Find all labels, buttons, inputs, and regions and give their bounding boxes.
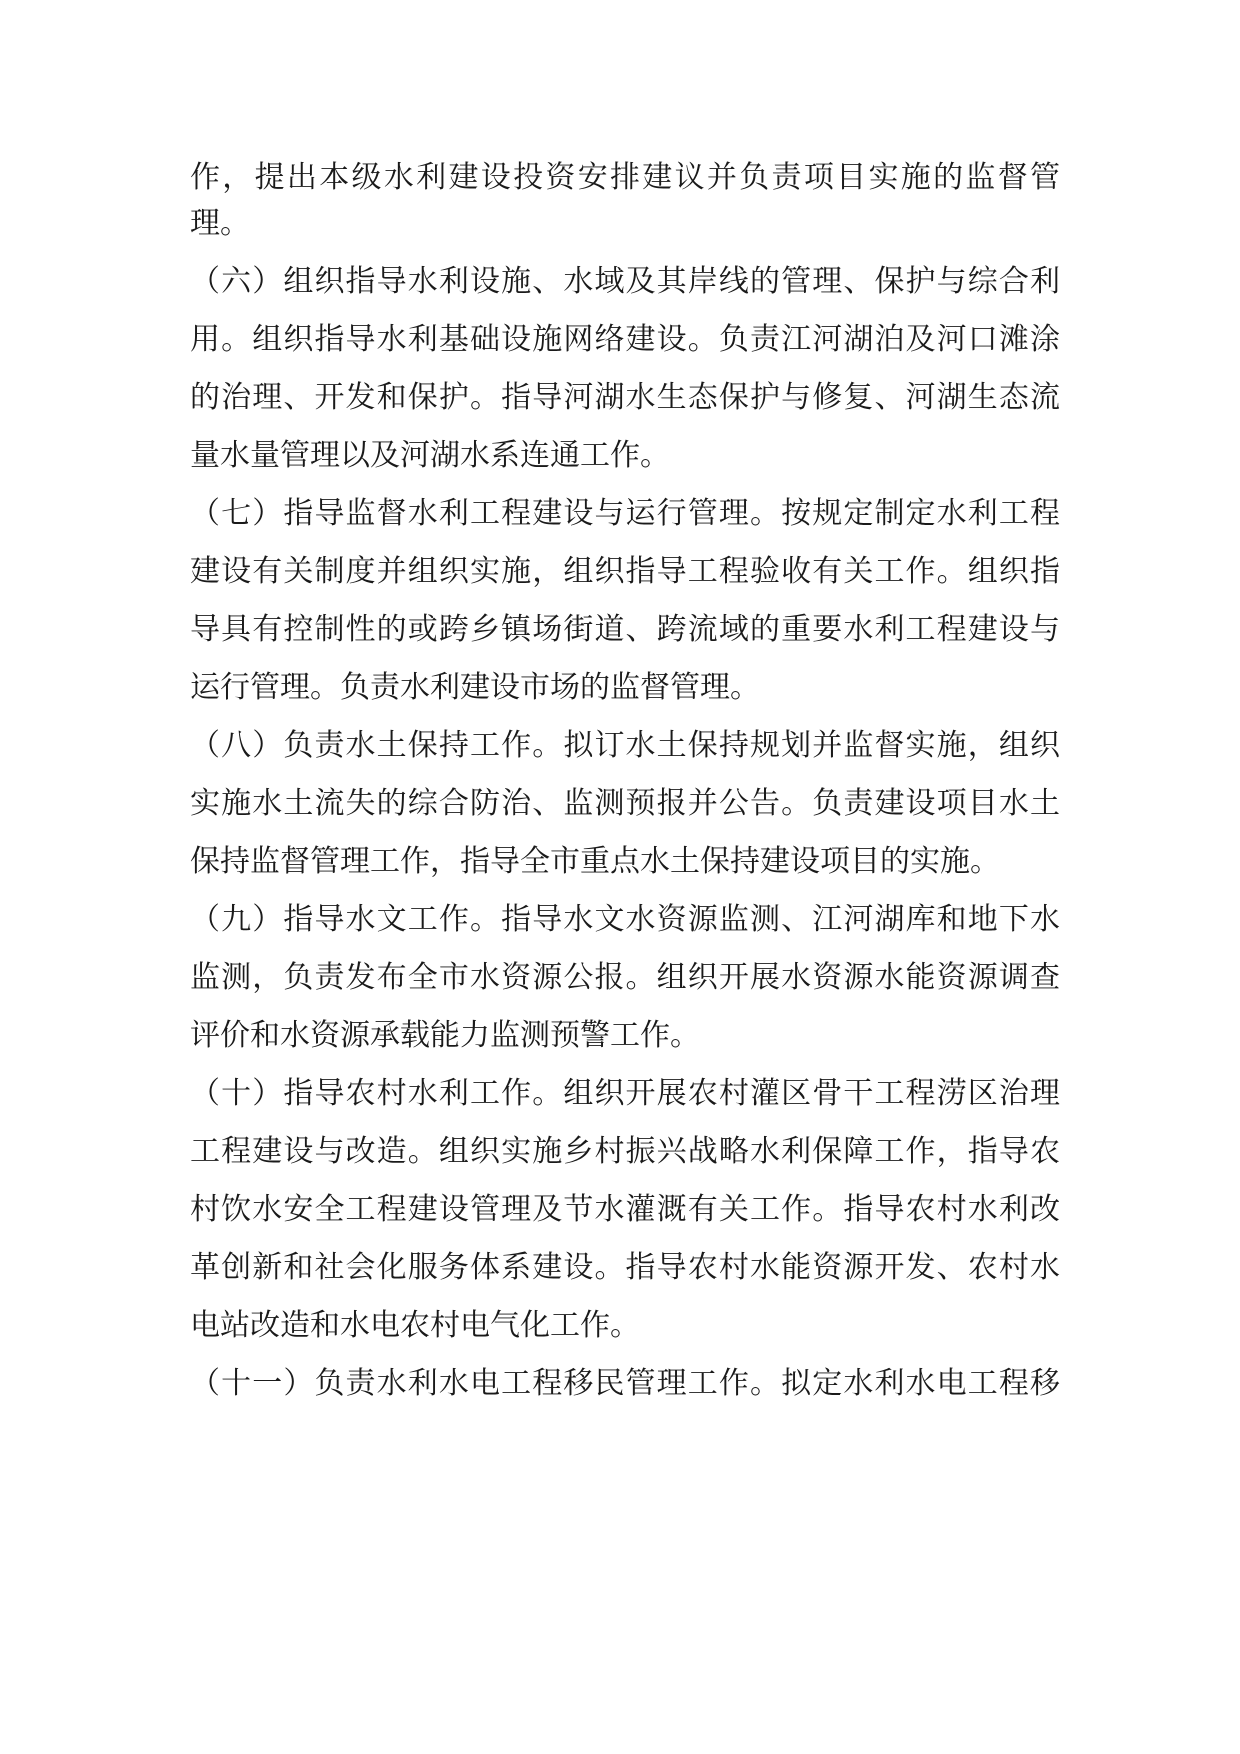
text-line: 用。组织指导水利基础设施网络建设。负责江河湖泊及河口滩涂 xyxy=(190,322,1060,357)
text-line: 运行管理。负责水利建设市场的监督管理。 xyxy=(190,670,760,705)
text-line: （十）指导农村水利工作。组织开展农村灌区骨干工程涝区治理 xyxy=(190,1076,1060,1111)
text-line: 保持监督管理工作，指导全市重点水土保持建设项目的实施。 xyxy=(190,844,1000,879)
text-line: 作，提出本级水利建设投资安排建议并负责项目实施的监督管 xyxy=(190,160,1060,195)
text-line: （七）指导监督水利工程建设与运行管理。按规定制定水利工程 xyxy=(190,496,1060,531)
text-line: （八）负责水土保持工作。拟订水土保持规划并监督实施，组织 xyxy=(190,728,1060,763)
text-line: 建设有关制度并组织实施，组织指导工程验收有关工作。组织指 xyxy=(190,554,1060,589)
text-line: 村饮水安全工程建设管理及节水灌溉有关工作。指导农村水利改 xyxy=(190,1192,1060,1227)
text-line: 的治理、开发和保护。指导河湖水生态保护与修复、河湖生态流 xyxy=(190,380,1060,415)
text-line: 监测，负责发布全市水资源公报。组织开展水资源水能资源调查 xyxy=(190,960,1060,995)
text-line: 导具有控制性的或跨乡镇场街道、跨流域的重要水利工程建设与 xyxy=(190,612,1060,647)
text-line: （九）指导水文工作。指导水文水资源监测、江河湖库和地下水 xyxy=(190,902,1060,937)
text-line: 评价和水资源承载能力监测预警工作。 xyxy=(190,1018,700,1053)
text-line: （六）组织指导水利设施、水域及其岸线的管理、保护与综合利 xyxy=(190,264,1060,299)
text-line: 工程建设与改造。组织实施乡村振兴战略水利保障工作，指导农 xyxy=(190,1134,1060,1169)
text-line: （十一）负责水利水电工程移民管理工作。拟定水利水电工程移 xyxy=(190,1366,1060,1401)
text-line: 量水量管理以及河湖水系连通工作。 xyxy=(190,438,670,473)
text-line: 理。 xyxy=(190,206,250,241)
text-line: 实施水土流失的综合防治、监测预报并公告。负责建设项目水土 xyxy=(190,786,1060,821)
text-line: 革创新和社会化服务体系建设。指导农村水能资源开发、农村水 xyxy=(190,1250,1060,1285)
text-line: 电站改造和水电农村电气化工作。 xyxy=(190,1308,640,1343)
